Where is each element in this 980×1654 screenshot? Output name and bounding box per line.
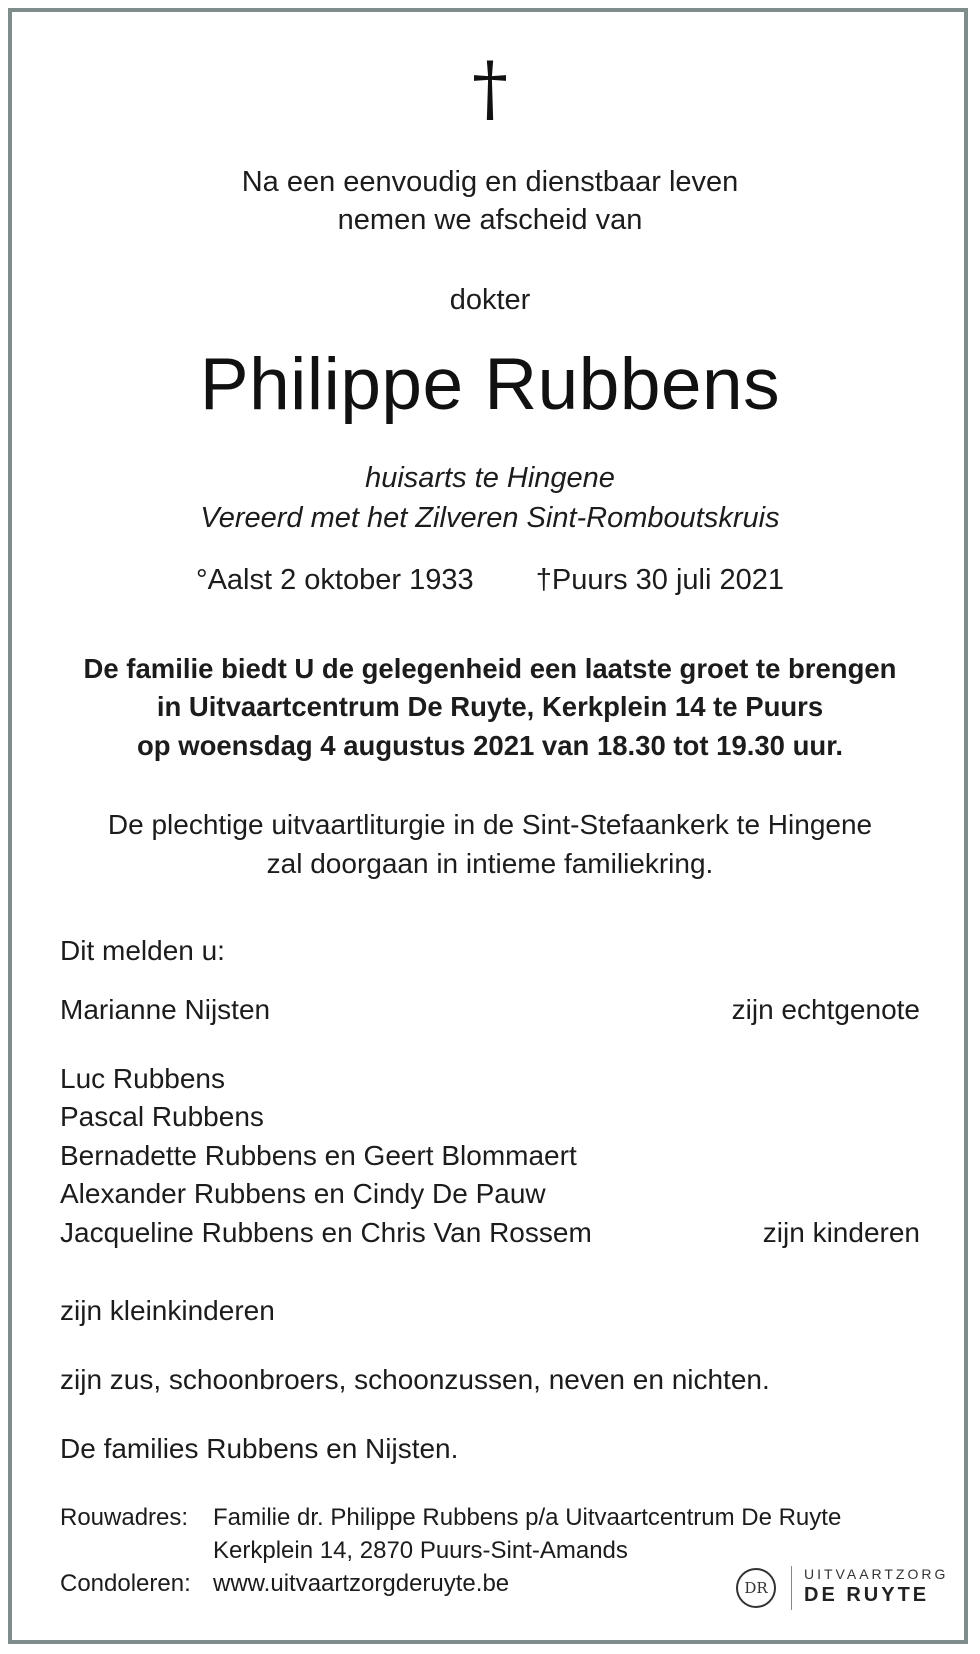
liturgy-line-2: zal doorgaan in intieme familiekring. bbox=[266, 848, 714, 879]
announce-text: Dit melden u: bbox=[60, 935, 225, 966]
visitation-line-2: in Uitvaartcentrum De Ruyte, Kerkplein 14 te Puurs bbox=[156, 691, 824, 722]
families-text: De families Rubbens en Nijsten. bbox=[60, 1433, 459, 1464]
child-4: Alexander Rubbens en Cindy De Pauw bbox=[60, 1178, 546, 1209]
mourning-address-line-1: Familie dr. Philippe Rubbens p/a Uitvaartcentrum De Ruyte bbox=[213, 1504, 842, 1531]
grandchildren-text: zijn kleinkinderen bbox=[60, 1295, 275, 1326]
logo-divider bbox=[791, 1566, 792, 1610]
spouse-name: Marianne Nijsten bbox=[60, 994, 271, 1025]
title-line-2: Vereerd met het Zilveren Sint-Romboutskruis bbox=[200, 502, 780, 534]
mourning-address-line-2: Kerkplein 14, 2870 Puurs-Sint-Amands bbox=[213, 1537, 628, 1564]
condolence-label: Condoleren: bbox=[60, 1570, 191, 1597]
name-prefix: dokter bbox=[449, 284, 531, 316]
intro-line-2: nemen we afscheid van bbox=[337, 204, 643, 236]
liturgy-line-1: De plechtige uitvaartliturgie in de Sint-Stefaankerk te Hingene bbox=[107, 809, 873, 840]
spouse-relation: zijn echtgenote bbox=[731, 994, 920, 1025]
deceased-name: Philippe Rubbens bbox=[199, 344, 781, 425]
child-1: Luc Rubbens bbox=[60, 1063, 226, 1094]
funeral-home-logo bbox=[736, 1560, 949, 1616]
child-3: Bernadette Rubbens en Geert Blommaert bbox=[60, 1140, 577, 1171]
title-line-1: huisarts te Hingene bbox=[365, 462, 615, 494]
logo-text-line-1: UITVAARTZORG bbox=[804, 1566, 949, 1582]
child-5: Jacqueline Rubbens en Chris Van Rossem bbox=[60, 1217, 592, 1248]
cross-symbol: † bbox=[472, 46, 508, 130]
logo-monogram: DR bbox=[736, 1568, 776, 1608]
visitation-line-3: op woensdag 4 augustus 2021 van 18.30 tot 19.30 uur. bbox=[136, 730, 844, 761]
mourning-label: Rouwadres: bbox=[60, 1504, 189, 1531]
children-relation: zijn kinderen bbox=[762, 1217, 920, 1248]
logo-text-line-2: DE RUYTE bbox=[804, 1584, 930, 1606]
life-dates bbox=[0, 560, 980, 600]
death-date: †Puurs 30 juli 2021 bbox=[535, 564, 785, 596]
visitation-line-1: De familie biedt U de gelegenheid een laatste groet te brengen bbox=[83, 653, 897, 684]
birth-date: °Aalst 2 oktober 1933 bbox=[195, 564, 474, 596]
child-2: Pascal Rubbens bbox=[60, 1101, 264, 1132]
intro-line-1: Na een eenvoudig en dienstbaar leven bbox=[241, 166, 739, 198]
condolence-link[interactable]: www.uitvaartzorgderuyte.be bbox=[213, 1570, 510, 1597]
relatives-text: zijn zus, schoonbroers, schoonzussen, neven en nichten. bbox=[60, 1364, 770, 1395]
